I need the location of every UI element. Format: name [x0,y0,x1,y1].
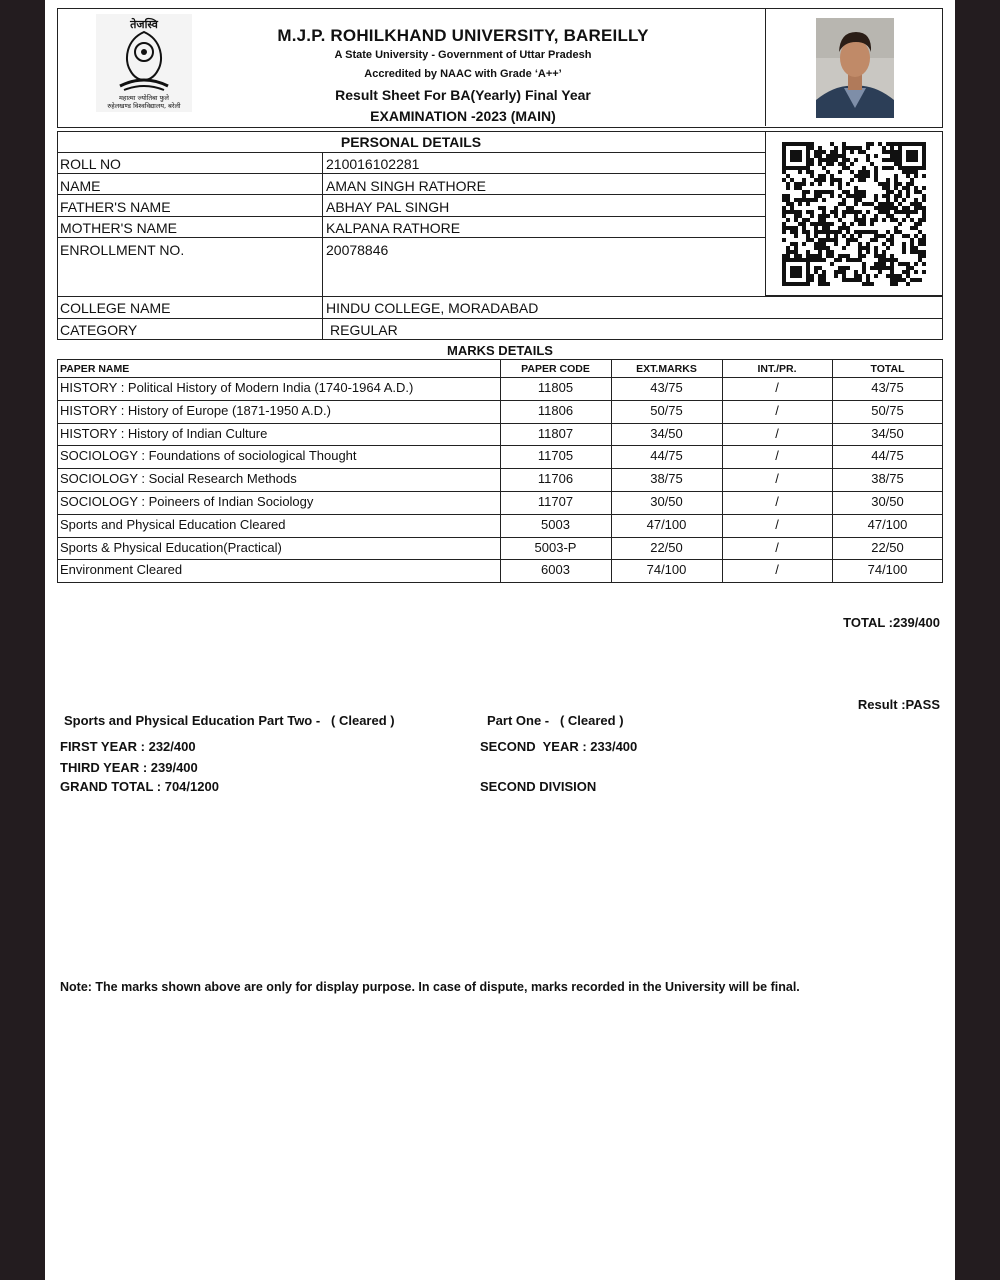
marks-row-8-paper-code: 5003-P [534,540,577,555]
university-subtitle: A State University - Government of Uttar Pradesh [334,49,592,61]
svg-text:रुहेलखण्ड विश्वविद्यालय, बरेली: रुहेलखण्ड विश्वविद्यालय, बरेली [107,102,181,110]
university-logo [96,14,192,112]
roll-no-label: ROLL NO [60,156,121,172]
college-name-value: HINDU COLLEGE, MORADABAD [326,300,539,316]
marks-row-2-int-pr: / [775,403,779,418]
college-name-label: COLLEGE NAME [60,300,171,316]
marks-row-9-paper-code: 6003 [541,562,570,577]
marks-row-6-int-pr: / [775,494,779,509]
col-total: TOTAL [870,363,905,375]
marks-row-1-total-marks: 43/75 [871,380,904,395]
marks-row-7-total-marks: 47/100 [867,517,908,532]
student-photo [816,18,894,118]
grand-total: GRAND TOTAL : 704/1200 [60,779,219,794]
marks-row-6-total-marks: 30/50 [871,494,904,509]
marks-row-9-ext-marks: 74/100 [646,562,687,577]
marks-row-5-total-marks: 38/75 [871,471,904,486]
marks-row-2-ext-marks: 50/75 [650,403,683,418]
marks-row-5-paper-name: SOCIOLOGY : Social Research Methods [60,471,297,486]
university-name: M.J.P. ROHILKHAND UNIVERSITY, BAREILLY [277,26,649,45]
marks-row-3-paper-code: 11807 [537,426,574,441]
marks-row-6-paper-name: SOCIOLOGY : Poineers of Indian Sociology [60,494,314,509]
col-int-pr: INT./PR. [757,363,797,375]
sports-part-two: Sports and Physical Education Part Two - ( Cleared ) [64,713,395,728]
second-year: SECOND YEAR : 233/400 [480,739,638,754]
first-year: FIRST YEAR : 232/400 [60,739,196,754]
personal-details-title: PERSONAL DETAILS [340,134,482,150]
marks-row-7-paper-code: 5003 [541,517,570,532]
disclaimer-note: Note: The marks shown above are only for display purpose. In case of dispute, marks recorded in the University will be final. [60,980,800,994]
marks-row-4-int-pr: / [775,448,779,463]
marks-row-3-total-marks: 34/50 [871,426,904,441]
marks-row-8-total-marks: 22/50 [871,540,904,555]
marks-row-1-paper-name: HISTORY : Political History of Modern India (1740-1964 A.D.) [60,380,414,395]
marks-row-4-total-marks: 44/75 [871,448,904,463]
marks-row-2-paper-name: HISTORY : History of Europe (1871-1950 A.D.) [60,403,331,418]
category-value: REGULAR [330,322,398,338]
name-value: AMAN SINGH RATHORE [326,178,486,194]
marks-row-2-total-marks: 50/75 [871,403,904,418]
qr-code [782,142,926,286]
marks-row-4-paper-code: 11705 [537,448,574,463]
total-marks: TOTAL :239/400 [843,615,940,630]
svg-text:तेजस्वि: तेजस्वि [130,18,158,31]
marks-row-7-int-pr: / [775,517,779,532]
marks-row-7-paper-name: Sports and Physical Education Cleared [60,517,286,532]
marks-row-9-paper-name: Environment Cleared [60,562,183,577]
mother-name-value: KALPANA RATHORE [326,220,461,236]
category-label: CATEGORY [60,322,138,338]
marks-row-2-paper-code: 11806 [537,403,574,418]
marks-row-6-ext-marks: 30/50 [650,494,683,509]
enrollment-value: 20078846 [326,242,389,258]
part-one: Part One - ( Cleared ) [487,713,624,728]
col-ext-marks: EXT.MARKS [636,363,697,375]
marks-row-4-ext-marks: 44/75 [650,448,683,463]
exam-title: EXAMINATION -2023 (MAIN) [370,108,556,124]
marks-row-5-ext-marks: 38/75 [650,471,683,486]
marks-details-title: MARKS DETAILS [447,343,553,358]
marks-row-8-paper-name: Sports & Physical Education(Practical) [60,540,282,555]
roll-no-value: 210016102281 [326,156,420,172]
marks-row-3-ext-marks: 34/50 [650,426,683,441]
sheet-title: Result Sheet For BA(Yearly) Final Year [335,87,591,103]
marks-row-1-ext-marks: 43/75 [650,380,683,395]
marks-row-8-ext-marks: 22/50 [650,540,683,555]
marks-row-9-total-marks: 74/100 [867,562,908,577]
division: SECOND DIVISION [480,779,597,794]
marks-row-9-int-pr: / [775,562,779,577]
name-label: NAME [60,178,101,194]
col-paper-name: PAPER NAME [60,363,130,375]
col-paper-code: PAPER CODE [521,363,590,375]
marks-row-3-paper-name: HISTORY : History of Indian Culture [60,426,268,441]
marks-row-1-int-pr: / [775,380,779,395]
father-name-value: ABHAY PAL SINGH [326,199,450,215]
marks-row-7-ext-marks: 47/100 [646,517,687,532]
marks-row-5-paper-code: 11706 [537,471,574,486]
svg-text:महात्मा ज्योतिबा फुले: महात्मा ज्योतिबा फुले [119,94,169,102]
marks-row-3-int-pr: / [775,426,779,441]
marks-row-8-int-pr: / [775,540,779,555]
enrollment-label: ENROLLMENT NO. [60,242,185,258]
marks-row-5-int-pr: / [775,471,779,486]
father-name-label: FATHER'S NAME [60,199,171,215]
marks-row-4-paper-name: SOCIOLOGY : Foundations of sociological Thought [60,448,357,463]
accreditation: Accredited by NAAC with Grade ‘A++’ [364,68,562,80]
result-status: Result :PASS [857,697,940,712]
marks-row-1-paper-code: 11805 [537,380,574,395]
third-year: THIRD YEAR : 239/400 [60,760,198,775]
mother-name-label: MOTHER'S NAME [60,220,178,236]
marks-row-6-paper-code: 11707 [537,494,574,509]
